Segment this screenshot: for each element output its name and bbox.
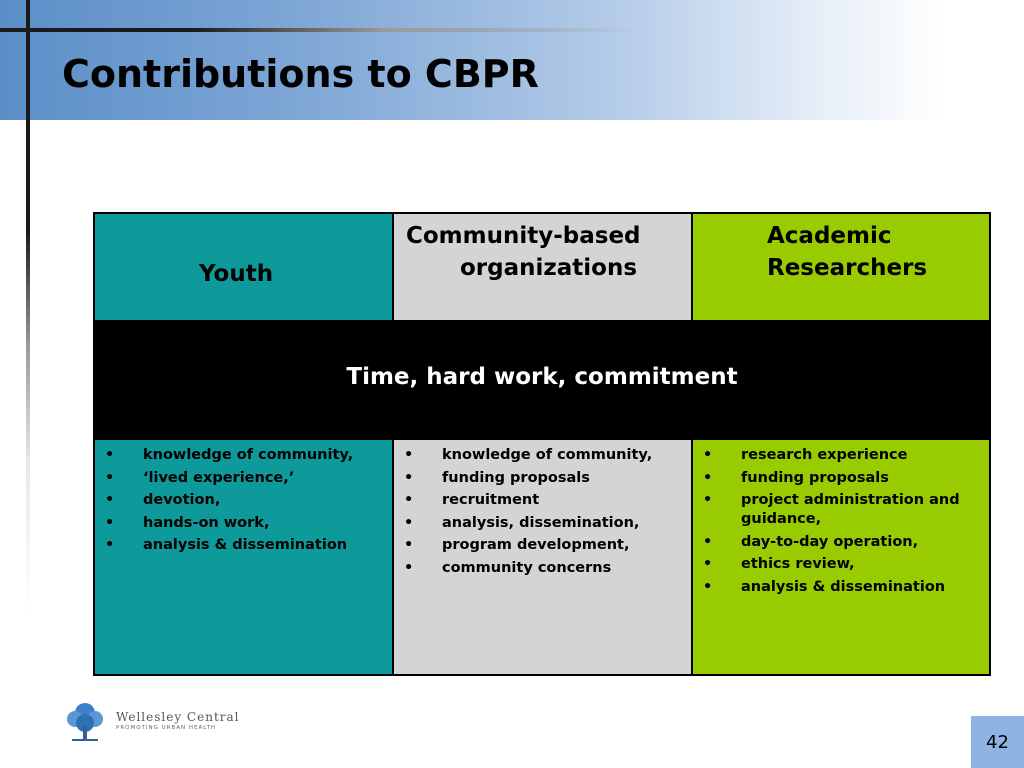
list-item-text: knowledge of community, [442,447,653,463]
list-item-text: hands-on work, [143,514,270,531]
list-item [402,559,683,578]
bullet-icon: • [105,514,115,531]
decor-horizontal-line [0,28,640,32]
bullet-icon: • [404,492,414,508]
bullet-icon: • [703,578,713,595]
list-item [701,533,981,552]
list-item [103,469,384,488]
page-number: 42 [971,716,1024,768]
bullet-icon: • [703,533,713,550]
list-item [402,536,683,555]
list-item-text: funding proposals [741,469,889,486]
list-item-text: funding proposals [442,469,590,486]
list-item-text: research experience [741,447,908,463]
bullet-icon: • [105,492,115,508]
cbo-items-cell [394,440,693,674]
list-item-text: community concerns [442,559,612,576]
bullet-icon: • [404,447,414,463]
list-item [701,491,981,529]
bullet-icon: • [703,447,713,463]
list-item-text: ethics review, [741,556,855,572]
header-cbo [394,214,693,320]
academic-items-cell [693,440,989,674]
bullet-icon: • [703,469,713,486]
header-cbo-label [406,220,686,284]
bullet-icon: • [703,492,713,508]
logo-tagline: PROMOTING URBAN HEALTH [116,725,217,731]
wellesley-central-logo [64,700,264,744]
header-academic-line2: Researchers [767,255,928,281]
list-item [402,446,683,465]
bullet-icon: • [105,447,115,463]
academic-items-list [701,446,981,600]
header-youth-label: Youth [199,261,274,287]
list-item [701,578,981,597]
list-item [402,469,683,488]
list-item-text: day-to-day operation, [741,533,919,550]
list-item [701,446,981,465]
bullet-icon: • [404,559,414,576]
bullet-icon: • [105,469,115,486]
list-item [103,536,384,555]
list-item [402,491,683,510]
list-item-text: knowledge of community, [143,447,354,463]
list-item-text: recruitment [442,492,540,508]
bullet-icon: • [105,537,115,553]
bullet-icon: • [404,469,414,486]
list-item [103,491,384,510]
header-cbo-line1: Community-based [406,223,641,249]
bullet-icon: • [404,537,414,553]
list-item-text: program development, [442,537,630,553]
list-item-text: analysis & dissemination [143,537,348,553]
header-cbo-line2: organizations [460,255,638,281]
list-item-text: ‘lived experience,’ [143,469,295,486]
cbo-items-list [402,446,683,581]
bullet-icon: • [404,514,414,531]
header-youth [95,214,394,320]
slide-title: Contributions to CBPR [62,52,539,96]
list-item [103,514,384,533]
header-academic [693,214,989,320]
logo-name: Wellesley Central [116,710,240,724]
list-item-text: analysis & dissemination [741,578,946,595]
tree-icon [64,700,106,744]
decor-vertical-line [26,0,30,768]
youth-items-list [103,446,384,559]
list-item [103,446,384,465]
list-item [701,555,981,574]
header-academic-line1: Academic [767,223,892,249]
youth-items-cell [95,440,394,674]
list-item-text: project administration and guidance, [741,492,960,527]
shared-contribution-text: Time, hard work, commitment [346,364,738,390]
list-item [402,514,683,533]
list-item [701,469,981,488]
bullet-icon: • [703,556,713,572]
list-item-text: analysis, dissemination, [442,514,640,531]
header-academic-label [767,220,987,284]
contributions-table [93,212,991,676]
list-item-text: devotion, [143,492,221,508]
shared-contribution-row [95,320,989,440]
